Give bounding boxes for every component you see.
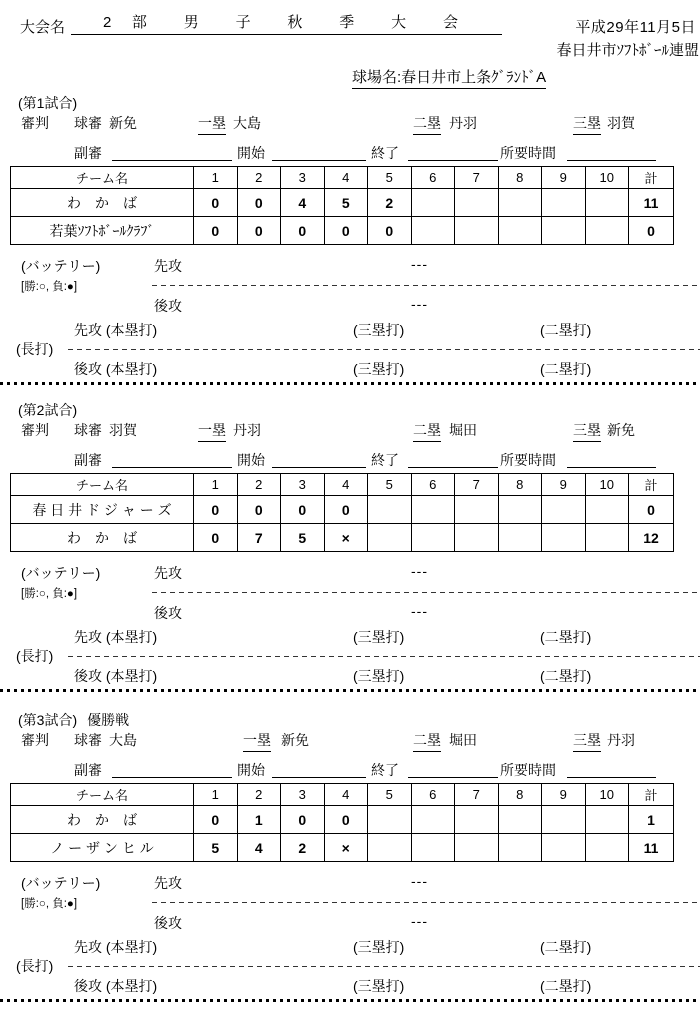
inning-score-cell: 7 [237,524,281,552]
inning-score-cell: 5 [324,189,368,217]
inning-score-cell [585,834,629,862]
inning-header: 2 [237,474,281,496]
longhit-label: (長打) [16,648,54,664]
team-score-row [11,189,674,217]
total-score-cell: 11 [629,189,674,217]
team-name-cell: わ か ば [11,524,194,552]
inning-score-cell [585,524,629,552]
inning-score-cell [368,806,412,834]
total-header: 計 [629,167,674,189]
inning-score-cell [455,496,499,524]
inning-header: 8 [498,474,542,496]
inning-score-cell: 1 [237,806,281,834]
end-time-label: 終了 [371,762,399,778]
triple-label: (三塁打) [353,629,405,645]
inning-score-cell: 5 [281,524,325,552]
inning-score-cell [585,806,629,834]
start-time-blank [272,450,366,468]
inning-header: 5 [368,784,412,806]
inning-header: 2 [237,784,281,806]
battery-placeholder: --- [411,913,428,929]
inning-header: 6 [411,167,455,189]
inning-score-cell: 0 [194,189,238,217]
inning-score-cell: 4 [281,189,325,217]
third-base-umpire-name: 丹羽 [607,732,635,748]
inning-score-cell [542,496,586,524]
sub-umpire-label: 副審 [74,762,102,778]
end-time-blank [408,143,498,161]
game-title-text: (第3試合) [18,712,78,728]
inning-score-cell: 4 [237,834,281,862]
inning-header: 9 [542,474,586,496]
inning-score-cell: 0 [324,496,368,524]
inning-score-cell: × [324,834,368,862]
total-score-cell: 1 [629,806,674,834]
second-base-label: 二塁 [413,420,441,442]
first-base-label: 一塁 [198,420,226,442]
team-score-row [11,496,674,524]
team-name-cell: ノ ー ザ ン ヒ ル [11,834,194,862]
win-lose-legend: [勝:○, 負:●] [21,898,78,910]
inning-score-cell: 0 [237,189,281,217]
battery-label: (バッテリー) [21,258,101,274]
total-header: 計 [629,784,674,806]
second-attack-homerun-label: 後攻 (本塁打) [74,361,158,377]
inning-score-cell: 2 [281,834,325,862]
inning-score-cell: 0 [281,496,325,524]
first-attack-longhit-row [0,627,700,646]
inning-header: 3 [281,167,325,189]
duration-label: 所要時間 [500,452,556,468]
second-attack-longhit-row [0,666,700,685]
sub-umpire-blank [112,450,232,468]
sub-umpire-blank [112,760,232,778]
team-name-cell: わ か ば [11,189,194,217]
inning-header: 2 [237,167,281,189]
sub-umpire-label: 副審 [74,452,102,468]
win-lose-row [0,892,700,911]
plate-umpire-name: 大島 [109,732,137,748]
duration-blank [567,760,656,778]
inning-score-cell [411,806,455,834]
umpire-label: 審判 [21,422,49,438]
inning-header: 9 [542,784,586,806]
triple-label: (三塁打) [353,978,405,994]
inning-header: 3 [281,474,325,496]
dashed-line [152,902,700,903]
total-score-cell: 0 [629,217,674,245]
triple-label: (三塁打) [353,939,405,955]
team-name-header: チーム名 [11,784,194,806]
first-attack-label: 先攻 [154,565,182,581]
second-attack-label: 後攻 [154,915,182,931]
start-time-label: 開始 [237,145,265,161]
game-section-3 [0,710,700,1007]
tournament-name-value: 2 部 男 子 秋 季 大 会 [71,10,502,35]
inning-header: 6 [411,784,455,806]
second-attack-homerun-label: 後攻 (本塁打) [74,668,158,684]
inning-score-cell [455,189,499,217]
document-date: 平成29年11月5日 [575,19,696,36]
sub-umpire-label: 副審 [74,145,102,161]
third-base-label: 三塁 [573,730,601,752]
battery-placeholder: --- [411,873,428,889]
second-base-umpire-name: 堀田 [449,422,477,438]
dotted-separator [0,999,700,1002]
dashed-line [152,285,700,286]
dashed-line [68,349,700,350]
win-lose-row [0,582,700,601]
inning-score-cell [368,834,412,862]
start-time-label: 開始 [237,762,265,778]
start-time-blank [272,143,366,161]
score-table [10,783,674,862]
team-name-header: チーム名 [11,474,194,496]
inning-score-cell: 0 [237,496,281,524]
dashed-line [68,656,700,657]
inning-score-cell [455,217,499,245]
inning-score-cell [542,834,586,862]
triple-label: (三塁打) [353,322,405,338]
dotted-separator [0,382,700,385]
duration-label: 所要時間 [500,145,556,161]
inning-score-cell: 0 [281,806,325,834]
inning-header: 5 [368,167,412,189]
inning-header: 10 [585,474,629,496]
table-header-row [11,474,674,496]
inning-header: 7 [455,784,499,806]
inning-score-cell [498,834,542,862]
battery-first-attack-row [0,256,700,275]
inning-header: 3 [281,784,325,806]
battery-first-attack-row [0,873,700,892]
second-attack-longhit-row [0,976,700,995]
battery-placeholder: --- [411,563,428,579]
inning-score-cell: 0 [194,524,238,552]
duration-label: 所要時間 [500,762,556,778]
game-section-2 [0,400,700,697]
second-base-label: 二塁 [413,113,441,135]
inning-header: 1 [194,167,238,189]
inning-score-cell [411,524,455,552]
game-section-1 [0,93,700,390]
first-attack-homerun-label: 先攻 (本塁打) [74,322,158,338]
inning-score-cell [411,834,455,862]
team-name-cell: 若葉ｿﾌﾄﾎﾞｰﾙｸﾗﾌﾞ [11,217,194,245]
end-time-label: 終了 [371,145,399,161]
inning-score-cell: 0 [194,496,238,524]
inning-score-cell [498,189,542,217]
inning-header: 8 [498,167,542,189]
game-note: 優勝戦 [87,712,130,728]
longhit-label: (長打) [16,341,54,357]
team-name-cell: 春 日 井 ド ジ ャ ー ズ [11,496,194,524]
umpire-row [0,730,700,749]
score-table [10,166,674,245]
sub-umpire-row [0,143,700,163]
inning-score-cell [585,217,629,245]
sub-umpire-row [0,760,700,780]
second-attack-longhit-row [0,359,700,378]
first-base-label: 一塁 [198,113,226,135]
umpire-label: 審判 [21,115,49,131]
sub-umpire-row [0,450,700,470]
inning-score-cell: 0 [194,806,238,834]
inning-score-cell: 0 [324,806,368,834]
inning-score-cell: 0 [194,217,238,245]
battery-placeholder: --- [411,296,428,312]
win-lose-row [0,275,700,294]
inning-score-cell [542,189,586,217]
start-time-label: 開始 [237,452,265,468]
first-base-umpire-name: 新免 [281,732,309,748]
first-base-umpire-name: 大島 [233,115,261,131]
end-time-blank [408,450,498,468]
inning-score-cell [411,189,455,217]
second-attack-label: 後攻 [154,298,182,314]
organization-name: 春日井市ｿﾌﾄﾎﾞｰﾙ連盟 [556,42,699,59]
game-title [18,400,87,420]
second-attack-homerun-label: 後攻 (本塁打) [74,978,158,994]
inning-score-cell: 0 [324,217,368,245]
battery-second-attack-row [0,296,700,315]
double-label: (二塁打) [540,668,592,684]
third-base-label: 三塁 [573,420,601,442]
battery-label: (バッテリー) [21,875,101,891]
first-attack-longhit-row [0,937,700,956]
longhit-row [0,646,700,665]
inning-header: 1 [194,784,238,806]
first-base-label: 一塁 [243,730,271,752]
inning-score-cell [498,217,542,245]
second-base-umpire-name: 堀田 [449,732,477,748]
longhit-row [0,956,700,975]
double-label: (二塁打) [540,361,592,377]
score-table [10,473,674,552]
inning-score-cell [542,806,586,834]
stadium-name: 球場名:春日井市上条ｸﾞﾗﾝﾄﾞA [352,66,546,89]
triple-label: (三塁打) [353,361,405,377]
double-label: (二塁打) [540,939,592,955]
win-lose-legend: [勝:○, 負:●] [21,588,78,600]
end-time-blank [408,760,498,778]
first-attack-homerun-label: 先攻 (本塁打) [74,939,158,955]
game-title [18,93,87,113]
inning-header: 5 [368,474,412,496]
umpire-label: 審判 [21,732,49,748]
inning-score-cell: 0 [237,217,281,245]
dashed-line [152,592,700,593]
inning-header: 9 [542,167,586,189]
first-attack-label: 先攻 [154,875,182,891]
inning-score-cell: × [324,524,368,552]
inning-score-cell [498,524,542,552]
inning-header: 1 [194,474,238,496]
inning-score-cell [585,189,629,217]
team-score-row [11,524,674,552]
sub-umpire-blank [112,143,232,161]
inning-header: 6 [411,474,455,496]
second-attack-label: 後攻 [154,605,182,621]
inning-score-cell [498,496,542,524]
battery-second-attack-row [0,603,700,622]
plate-umpire-name: 羽賀 [109,422,137,438]
total-score-cell: 0 [629,496,674,524]
inning-score-cell: 2 [368,189,412,217]
first-attack-longhit-row [0,320,700,339]
team-score-row [11,834,674,862]
inning-header: 7 [455,167,499,189]
table-header-row [11,784,674,806]
total-score-cell: 11 [629,834,674,862]
inning-header: 8 [498,784,542,806]
inning-header: 10 [585,167,629,189]
inning-header: 4 [324,784,368,806]
game-title [18,710,129,730]
plate-umpire-label: 球審 [74,115,102,131]
inning-score-cell [455,806,499,834]
inning-score-cell [498,806,542,834]
plate-umpire-label: 球審 [74,422,102,438]
first-attack-homerun-label: 先攻 (本塁打) [74,629,158,645]
team-score-row [11,806,674,834]
inning-score-cell [542,217,586,245]
first-attack-label: 先攻 [154,258,182,274]
battery-label: (バッテリー) [21,565,101,581]
double-label: (二塁打) [540,629,592,645]
inning-score-cell [368,524,412,552]
plate-umpire-label: 球審 [74,732,102,748]
triple-label: (三塁打) [353,668,405,684]
longhit-row [0,339,700,358]
dotted-separator [0,689,700,692]
second-base-umpire-name: 丹羽 [449,115,477,131]
inning-header: 4 [324,474,368,496]
inning-score-cell [411,217,455,245]
table-header-row [11,167,674,189]
team-name-header: チーム名 [11,167,194,189]
game-title-text: (第1試合) [18,95,78,111]
tournament-name-label: 大会名 [20,19,66,36]
third-base-umpire-name: 新免 [607,422,635,438]
longhit-label: (長打) [16,958,54,974]
third-base-umpire-name: 羽賀 [607,115,635,131]
duration-blank [567,143,656,161]
end-time-label: 終了 [371,452,399,468]
plate-umpire-name: 新免 [109,115,137,131]
second-base-label: 二塁 [413,730,441,752]
battery-first-attack-row [0,563,700,582]
umpire-row [0,420,700,439]
battery-second-attack-row [0,913,700,932]
inning-score-cell: 0 [281,217,325,245]
inning-score-cell [585,496,629,524]
umpire-row [0,113,700,132]
dashed-line [68,966,700,967]
team-score-row [11,217,674,245]
double-label: (二塁打) [540,322,592,338]
battery-placeholder: --- [411,603,428,619]
inning-score-cell [455,834,499,862]
total-score-cell: 12 [629,524,674,552]
game-title-text: (第2試合) [18,402,78,418]
duration-blank [567,450,656,468]
inning-score-cell [455,524,499,552]
inning-score-cell [411,496,455,524]
double-label: (二塁打) [540,978,592,994]
inning-score-cell: 0 [368,217,412,245]
battery-placeholder: --- [411,256,428,272]
third-base-label: 三塁 [573,113,601,135]
win-lose-legend: [勝:○, 負:●] [21,281,78,293]
inning-score-cell [542,524,586,552]
inning-header: 7 [455,474,499,496]
inning-header: 4 [324,167,368,189]
total-header: 計 [629,474,674,496]
start-time-blank [272,760,366,778]
first-base-umpire-name: 丹羽 [233,422,261,438]
inning-score-cell [368,496,412,524]
inning-score-cell: 5 [194,834,238,862]
inning-header: 10 [585,784,629,806]
team-name-cell: わ か ば [11,806,194,834]
